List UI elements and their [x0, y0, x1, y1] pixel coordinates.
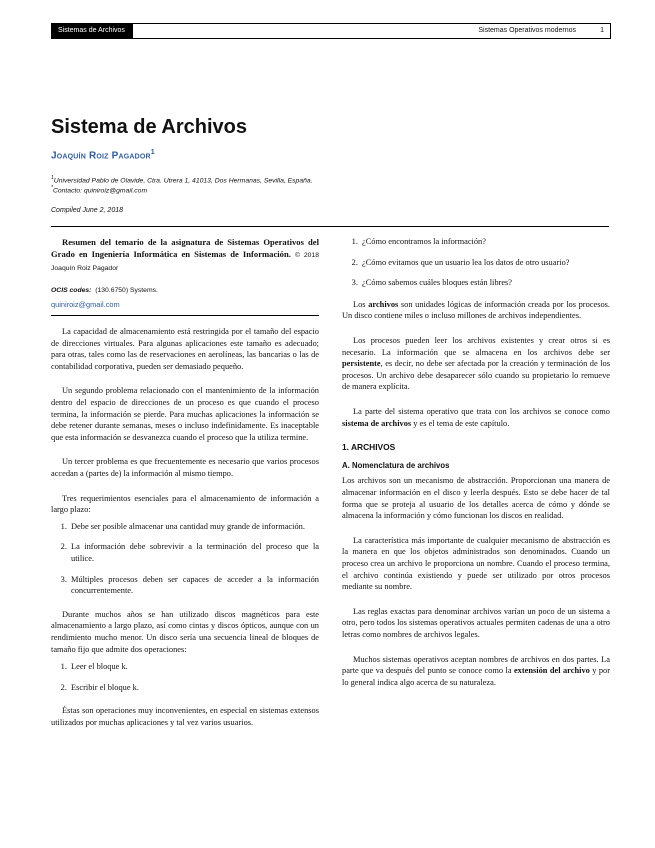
- list-item: 1. Debe ser posible almacenar una cantidad muy grande de información.: [69, 521, 319, 533]
- list-item: 3. ¿Cómo sabemos cuáles bloques están libres?: [360, 277, 610, 289]
- ocis-label: OCIS codes:: [51, 287, 92, 295]
- term-sistema-archivos: sistema de archivos: [342, 418, 412, 428]
- paragraph: Las reglas exactas para denominar archivos varían un poco de un sistema a otro, pero todos los sistemas operativos actuales permiten cadenas de una a otro letras como nombres de archivos legales.: [342, 606, 610, 639]
- ocis-value: (130.6750) Systems.: [95, 287, 158, 295]
- author-sup: 1: [150, 149, 155, 156]
- header-rule: [51, 226, 609, 227]
- paragraph: Los archivos son un mecanismo de abstracción. Proporcionan una manera de almacenar información en el disco y leerla después. Esto se debe hacer de tal forma que se proteja al usuario de los detalles acerca de cómo y dónde se almacena la información y cómo funcionan los discos en realidad.: [342, 476, 610, 521]
- header-left-label: Sistemas de Archivos: [52, 24, 133, 38]
- copyright: © 2018 Joaquín Roiz Pagador: [51, 252, 319, 272]
- paragraph: [342, 654, 610, 689]
- affiliation-text: Universidad Pablo de Olavide, Ctra. Utrera 1, 41013, Dos Hermanas, Sevilla, España.: [53, 177, 313, 185]
- abstract: [51, 236, 319, 273]
- list-item: 3. Múltiples procesos deben ser capaces de acceder a la información concurrentemente.: [69, 574, 319, 597]
- affiliation-mark: 1: [51, 175, 54, 181]
- paper-title: Sistema de Archivos: [51, 116, 248, 138]
- requirements-list: [51, 521, 319, 597]
- paragraph: La característica más importante de cualquier mecanismo de abstracción es la manera en que los objetos administrados son denominados. Cuando un proceso crea un archivo le proporciona un nombre. Cuando el proceso termina, el archivo continúa existiendo y puede ser utilizado por otros procesos mediante su nombre.: [342, 535, 610, 592]
- term-archivos: archivos: [368, 299, 399, 309]
- header-journal: Sistemas Operativos modernos: [478, 27, 576, 34]
- paragraph: [342, 335, 610, 393]
- term-persistente: persistente: [342, 359, 381, 369]
- affiliation-mark: *: [51, 185, 53, 191]
- paragraph: Un segundo problema relacionado con el mantenimiento de la información dentro del espacio de direcciones de un proceso es que cuando el proceso termina, la información se pierde. Para muchas aplicaciones la información se debe retener durante semanas, meses o incluso indefinidamente. Es inaceptable que esta información se desvanezca cuando el proceso que la utiliza termine.: [51, 386, 319, 442]
- paragraph: La capacidad de almacenamiento está restringida por el tamaño del espacio de direcciones virtuales. Para algunas aplicaciones este tamaño es adecuado; para otras, tales como las de reservaciones en aerolíneas, las bancarias o las de contabilidad corporativa, pueden ser demasiado pequeño.: [51, 327, 319, 371]
- text-run: , es decir, no debe ser afectada por la creación y terminación de los procesos. Un archivo debe desaparecer sólo cuando su propietario lo remueve de manera explícita.: [342, 359, 610, 392]
- author-line: [51, 149, 155, 161]
- affiliation-text: Contacto: quiniroiz@gmail.com: [52, 187, 148, 195]
- paragraph: [342, 406, 610, 429]
- text-run: Los: [353, 299, 369, 309]
- paragraph: [342, 299, 610, 322]
- text-run: Los procesos pueden leer los archivos existentes y crear otros si es necesario. La información que se almacena en los archivos debe ser: [342, 335, 610, 357]
- compiled-date: Compiled June 2, 2018: [51, 207, 123, 214]
- contact-email[interactable]: quiniroiz@gmail.com: [51, 300, 319, 316]
- text-run: y por lo general indica algo acerca de su naturaleza.: [342, 666, 610, 687]
- list-item: 2. ¿Cómo evitamos que un usuario lea los datos de otro usuario?: [360, 257, 610, 269]
- operations-list: [51, 661, 319, 693]
- left-column: [51, 236, 319, 742]
- section-heading: 1. ARCHIVOS: [342, 442, 396, 453]
- ocis-codes: [51, 286, 319, 295]
- affiliation-1: [51, 175, 313, 184]
- page-number: 1: [600, 27, 604, 34]
- right-column: [342, 236, 610, 701]
- term-extension: extensión del archivo: [513, 666, 590, 676]
- text-run: Muchos sistemas operativos aceptan nombres de archivos en dos partes. La parte que va después del punto se conoce como la: [342, 654, 610, 676]
- author-name: Joaquín Roiz Pagador: [51, 150, 151, 162]
- abstract-text: Resumen del temario de la asignatura de Sistemas Operativos del Grado en Ingeniería Informática en Sistemas de Información.: [51, 237, 319, 260]
- questions-list: [342, 236, 610, 289]
- running-header: [51, 23, 611, 39]
- paragraph: Éstas son operaciones muy inconvenientes, en especial en sistemas extensos utilizados por muchas aplicaciones y tal vez varios usuarios.: [51, 706, 319, 727]
- list-item: 1. ¿Cómo encontramos la información?: [360, 236, 610, 248]
- paragraph: Tres requerimientos esenciales para el almacenamiento de información a largo plazo:: [51, 493, 319, 515]
- subsection-heading: A. Nomenclatura de archivos: [342, 460, 450, 470]
- text-run: La parte del sistema operativo que trata con los archivos se conoce como: [353, 406, 610, 416]
- list-item: 1. Leer el bloque k.: [69, 661, 319, 673]
- list-item: 2. La información debe sobrevivir a la terminación del proceso que la utilice.: [69, 541, 319, 564]
- paragraph: Durante muchos años se han utilizado discos magnéticos para este almacenamiento a largo plazo, así como cintas y discos ópticos, aunque con un rendimiento mucho menor. Un disco sería una secuencia lineal de bloques de tamaño fijo que admite dos operaciones:: [51, 609, 319, 654]
- text-run: son unidades lógicas de información creada por los procesos. Un disco contiene miles o incluso millones de archivos independientes.: [342, 299, 610, 321]
- affiliation-contact: [51, 185, 147, 194]
- text-run: y es el tema de este capítulo.: [411, 418, 510, 428]
- paragraph: Un tercer problema es que frecuentemente es necesario que varios procesos accedan a (partes de) la información al mismo tiempo.: [51, 457, 319, 479]
- list-item: 2. Escribir el bloque k.: [69, 682, 319, 694]
